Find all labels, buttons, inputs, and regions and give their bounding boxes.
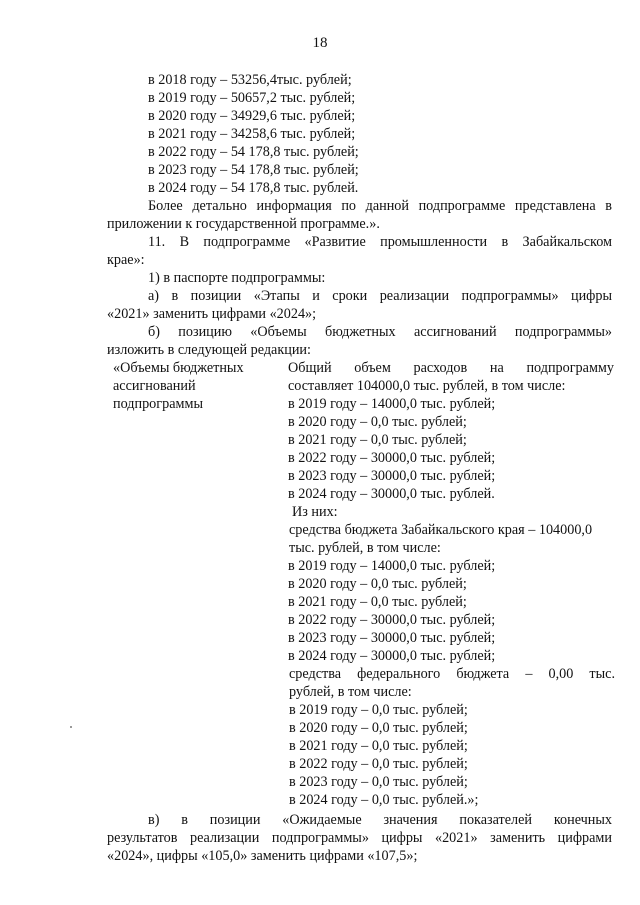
funding-line-2020: в 2020 году – 34929,6 тыс. рублей;	[148, 108, 356, 124]
paragraph-b-line-2: изложить в следующей редакции:	[107, 342, 311, 358]
table-value-line: тыс. рублей, в том числе:	[289, 540, 441, 556]
table-value-line: составляет 104000,0 тыс. рублей, в том числе:	[288, 378, 566, 394]
table-value-line: средства бюджета Забайкальского края – 104000,0	[289, 522, 593, 538]
table-label-line-1: «Объемы бюджетных	[113, 360, 244, 376]
table-value-line: в 2021 году – 0,0 тыс. рублей;	[288, 594, 467, 610]
table-value-line: Общий объем расходов на подпрограмму	[288, 360, 614, 376]
funding-line-2019: в 2019 году – 50657,2 тыс. рублей;	[148, 90, 356, 106]
table-value-line: в 2022 году – 30000,0 тыс. рублей;	[288, 612, 496, 628]
paragraph-details-line-1: Более детально информация по данной подпрограмме представлена в	[148, 198, 612, 214]
table-label-line-3: подпрограммы	[113, 396, 203, 412]
paragraph-passport: 1) в паспорте подпрограммы:	[148, 270, 326, 286]
table-value-line: в 2020 году – 0,0 тыс. рублей;	[288, 414, 467, 430]
table-value-line: в 2024 году – 30000,0 тыс. рублей.	[288, 486, 495, 502]
table-value-line: в 2019 году – 14000,0 тыс. рублей;	[288, 558, 496, 574]
table-value-line: рублей, в том числе:	[289, 684, 412, 700]
table-label-line-2: ассигнований	[113, 378, 196, 394]
funding-line-2021: в 2021 году – 34258,6 тыс. рублей;	[148, 126, 356, 142]
paragraph-c-line-1: в) в позиции «Ожидаемые значения показателей конечных	[148, 812, 612, 828]
paragraph-c-line-2: результатов реализации подпрограммы» цифры «2021» заменить цифрами	[107, 830, 612, 846]
table-value-line: в 2020 году – 0,0 тыс. рублей;	[288, 576, 467, 592]
table-value-line: в 2019 году – 14000,0 тыс. рублей;	[288, 396, 496, 412]
paragraph-a-line-1: а) в позиции «Этапы и сроки реализации подпрограммы» цифры	[148, 288, 612, 304]
funding-line-2024: в 2024 году – 54 178,8 тыс. рублей.	[148, 180, 359, 196]
paragraph-details-line-2: приложении к государственной программе.».	[107, 216, 380, 232]
paragraph-11-line-1: 11. В подпрограмме «Развитие промышленности в Забайкальском	[148, 234, 612, 250]
table-value-line: Из них:	[292, 504, 338, 520]
paragraph-b-line-1: б) позицию «Объемы бюджетных ассигнований подпрограммы»	[148, 324, 612, 340]
table-value-line: в 2021 году – 0,0 тыс. рублей;	[289, 738, 468, 754]
table-value-line: в 2024 году – 30000,0 тыс. рублей;	[288, 648, 496, 664]
table-value-line: в 2021 году – 0,0 тыс. рублей;	[288, 432, 467, 448]
table-value-line: в 2022 году – 30000,0 тыс. рублей;	[288, 450, 496, 466]
table-value-line: в 2022 году – 0,0 тыс. рублей;	[289, 756, 468, 772]
table-value-line: средства федерального бюджета – 0,00 тыс.	[289, 666, 615, 682]
funding-line-2023: в 2023 году – 54 178,8 тыс. рублей;	[148, 162, 359, 178]
paragraph-c-line-3: «2024», цифры «105,0» заменить цифрами «107,5»;	[107, 848, 418, 864]
table-value-line: в 2020 году – 0,0 тыс. рублей;	[289, 720, 468, 736]
table-value-line: в 2023 году – 30000,0 тыс. рублей;	[288, 468, 496, 484]
funding-line-2018: в 2018 году – 53256,4тыс. рублей;	[148, 72, 352, 88]
page-number: 18	[312, 35, 328, 51]
paragraph-11-line-2: крае»:	[107, 252, 145, 268]
funding-line-2022: в 2022 году – 54 178,8 тыс. рублей;	[148, 144, 359, 160]
table-value-line: в 2023 году – 0,0 тыс. рублей;	[289, 774, 468, 790]
table-value-line: в 2023 году – 30000,0 тыс. рублей;	[288, 630, 496, 646]
scan-speck	[70, 726, 72, 728]
table-value-line: в 2019 году – 0,0 тыс. рублей;	[289, 702, 468, 718]
table-value-line: в 2024 году – 0,0 тыс. рублей.»;	[289, 792, 479, 808]
paragraph-a-line-2: «2021» заменить цифрами «2024»;	[107, 306, 317, 322]
